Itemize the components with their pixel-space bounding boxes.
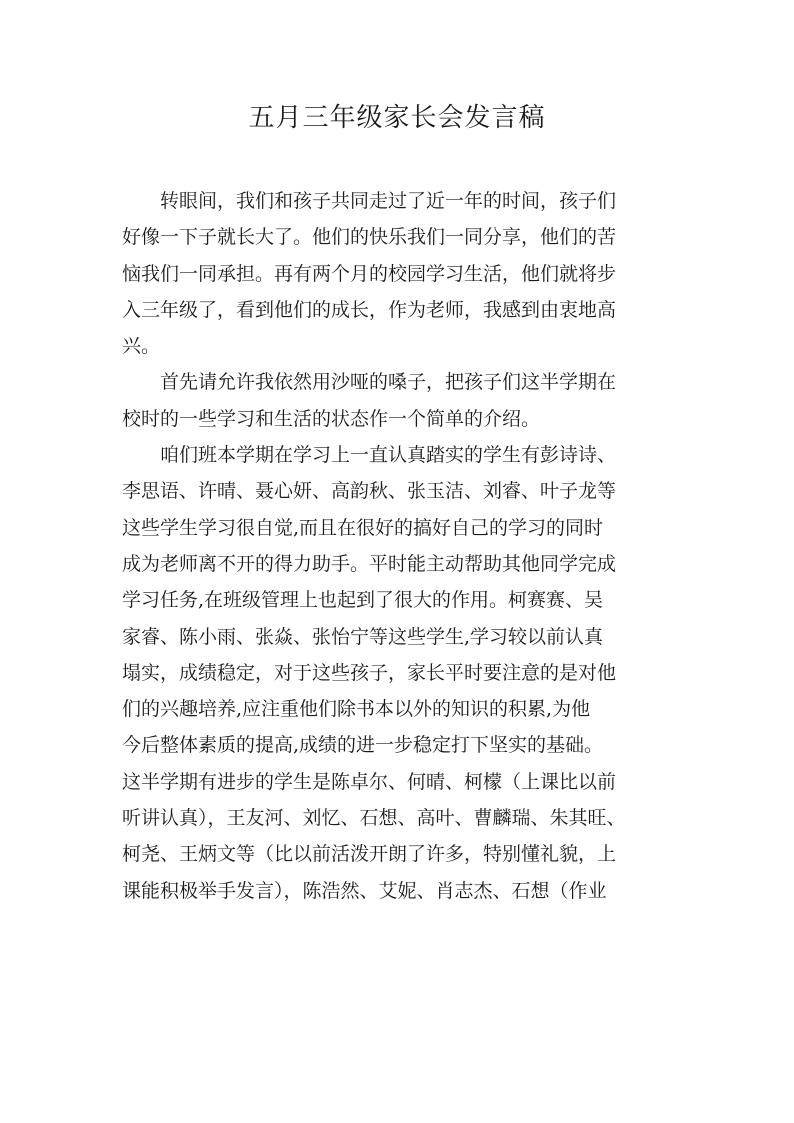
body-line: 家睿、陈小雨、张焱、张怡宁等这些学生,学习较以前认真: [122, 625, 604, 648]
body-line: 课能积极举手发言），陈浩然、艾妮、肖志杰、石想（作业: [122, 879, 607, 902]
body-line: 塌实，成绩稳定，对于这些孩子，家长平时要注意的是对他: [122, 661, 617, 684]
body-line: 学习任务,在班级管理上也起到了很大的作用。柯赛赛、吴: [122, 589, 604, 612]
document-title: 五月三年级家长会发言稿: [248, 103, 546, 133]
body-line: 李思语、许晴、聂心妍、高韵秋、张玉洁、刘睿、叶子龙等: [122, 480, 617, 503]
body-line: 这些学生学习很自觉,而且在很好的搞好自己的学习的同时: [122, 516, 604, 539]
body-line: 转眼间，我们和孩子共同走过了近一年的时间，孩子们: [122, 190, 617, 212]
body-line: 入三年级了，看到他们的成长，作为老师，我感到由衷地高: [122, 298, 617, 321]
body-line: 这半学期有进步的学生是陈卓尔、何晴、柯檬（上课比以前: [122, 770, 617, 793]
body-line: 今后整体素质的提高,成绩的进一步稳定打下坚实的基础。: [122, 734, 604, 757]
body-line: 们的兴趣培养,应注重他们除书本以外的知识的积累,为他: [122, 698, 591, 721]
body-line: 好像一下子就长大了。他们的快乐我们一同分享，他们的苦: [122, 226, 617, 249]
body-line: 首先请允许我依然用沙哑的嗓子，把孩子们这半学期在: [122, 371, 617, 394]
body-line: 柯尧、王炳文等（比以前活泼开朗了许多，特别懂礼貌，上: [122, 843, 617, 866]
body-line: 成为老师离不开的得力助手。平时能主动帮助其他同学完成: [122, 552, 617, 575]
body-line: 听讲认真），王友河、刘忆、石想、高叶、曹麟瑞、朱其旺、: [122, 807, 626, 830]
body-line: 咱们班本学期在学习上一直认真踏实的学生有彭诗诗、: [122, 444, 617, 467]
body-line: 兴。: [122, 335, 161, 358]
body-line: 恼我们一同承担。再有两个月的校园学习生活，他们就将步: [122, 262, 617, 285]
document-body: [122, 183, 697, 909]
body-line: 校时的一些学习和生活的状态作一个简单的介绍。: [122, 407, 541, 430]
